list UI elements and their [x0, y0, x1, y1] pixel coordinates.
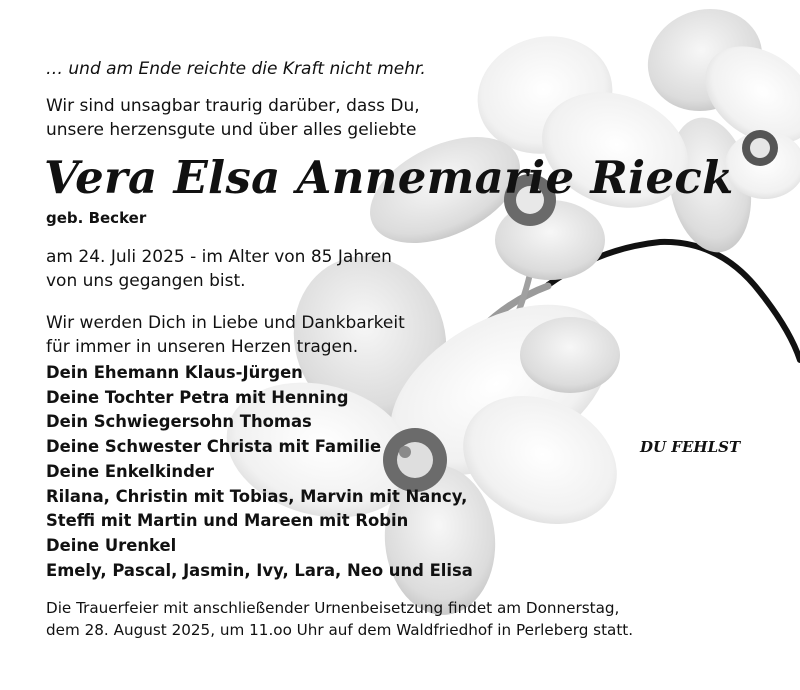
mourner-line: Emely, Pascal, Jasmin, Ivy, Lara, Neo und Elisa	[46, 560, 473, 580]
address-line: Wir sind unsagbar traurig darüber, dass Du,	[46, 96, 420, 116]
birth-name: geb. Becker	[46, 209, 147, 227]
death-line: am 24. Juli 2025 - im Alter von 85 Jahren	[46, 247, 392, 267]
mourner-line: Dein Schwiegersohn Thomas	[46, 412, 312, 432]
funeral-line: Die Trauerfeier mit anschließender Urnenbeisetzung findet am Donnerstag,	[46, 599, 620, 617]
deceased-name: Vera Elsa Annemarie Rieck	[44, 151, 734, 204]
funeral-announcement	[46, 597, 633, 641]
death-paragraph	[46, 245, 392, 293]
mourner-line: Steffi mit Martin und Mareen mit Robin	[46, 511, 409, 531]
mourner-line: Deine Tochter Petra mit Henning	[46, 387, 349, 407]
address-line: unsere herzensgute und über alles geliebte	[46, 120, 417, 140]
mourner-line: Deine Schwester Christa mit Familie	[46, 437, 382, 457]
funeral-line: dem 28. August 2025, um 11.oo Uhr auf dem Waldfriedhof in Perleberg statt.	[46, 621, 634, 639]
remembrance-line: Wir werden Dich in Liebe und Dankbarkeit	[46, 313, 405, 333]
remembrance-line: für immer in unseren Herzen tragen.	[46, 337, 359, 357]
intro-line: … und am Ende reichte die Kraft nicht mehr.	[46, 59, 426, 79]
mourners-list	[46, 361, 473, 583]
mourner-line: Rilana, Christin mit Tobias, Marvin mit Nancy,	[46, 486, 468, 506]
motto: DU FEHLST	[640, 438, 741, 456]
death-line: von uns gegangen bist.	[46, 271, 246, 291]
address-paragraph	[46, 94, 420, 142]
mourner-line: Dein Ehemann Klaus-Jürgen	[46, 363, 303, 382]
mourner-line: Deine Urenkel	[46, 535, 177, 555]
mourner-line: Deine Enkelkinder	[46, 461, 215, 481]
remembrance-paragraph	[46, 311, 405, 359]
